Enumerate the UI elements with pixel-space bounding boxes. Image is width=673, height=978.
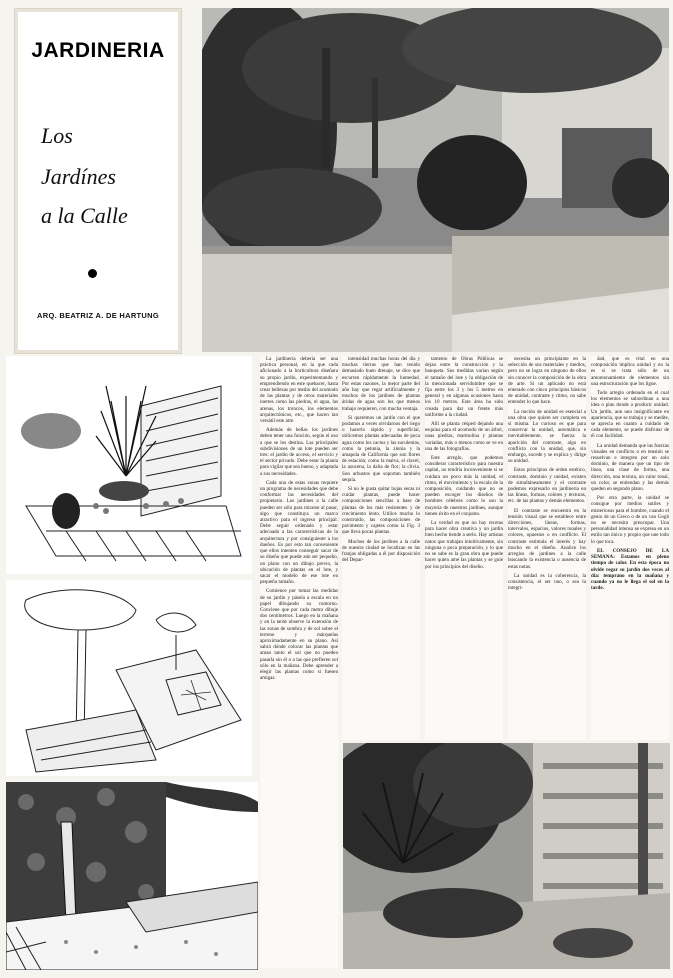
- column-5-paragraph-3: La unidad demanda que las fuerzas visuales en conflicto o en tensión se resuelvan e integren por un solo dominio, de manera que un tipo de línea, una clase de forma, una dirección, una textura, un valor tonal, un color, se entiendan y las demás queden en segundo plano.: [591, 442, 669, 493]
- column-4-paragraph-4: El contraste se encuentra en la tensión visual que se establece entre direcciones, líneas, formas, intervalos, espacios, valores tonales y colores, opuestos o en conflicto. El contraste estimula el interés y hay mucho en el diseño. Analice los arreglos de jardines a la calle buscando la existencia o ausencia de estas notas.: [508, 507, 586, 570]
- column-5-paragraph-1: dad, que es vital en una composición implica unidad y no la es si se trata sólo de un amontonamiento de elementos sin una estructuración que los ligue.: [591, 356, 669, 387]
- column-4-paragraph-1: necesita un principiante en la selección de sus materiales y medios, pero no se logra en ninguno de ellos sin conocer la composición de la obra de arte. Si un aplicado no está enterado con cinco principios básicos de unidad, contraste y ritmo, no sabe entender lo que hace.: [508, 356, 586, 406]
- headline-line-2: Jardínes: [41, 164, 116, 189]
- column-2-paragraph-3: Si no le gusta quitar hojas secas ni cuidar plantas, puede hacer composiciones sencillas a base de plantas de los más resistentes y de crecimiento lento. Utilice mucho lo construido, las composiciones de pavimento y cajetes como la Fig. 3 que lleva pocas plantas.: [342, 486, 420, 536]
- headline-line-3: a la Calle: [41, 203, 128, 228]
- column-2-paragraph-4: Muchos de los jardines a la calle de nuestra ciudad se localizan en las franjas obligadas a él por disposición del Depar-: [342, 538, 420, 564]
- column-4-paragraph-5: La unidad es la coherencia, la consistencia, el ser uno, o sea la integri-: [508, 572, 586, 592]
- garden-photo-top: [202, 8, 669, 352]
- article-column-5: [591, 356, 669, 740]
- column-2-paragraph-2: Si queremos un jardín con el que podamos a veces olvidarnos del riego o hacerlo rápido y superficial, utilicemos plantas adecuadas de poca agua como los cactus y las suculentas, como la petunia, la zinnia y la amapola de California que son flores de estación; como la malva, el clavel, la azucena, la dalia de flor; la clivia. Son arbustos que soportan también sequía.: [342, 414, 420, 483]
- column-3-paragraph-2: Allí se planta césped dejando una esquina para el acomodo de un árbol, unas piedras, marmolina y plantas variadas, más o menos como se ve en una de las fotografías.: [425, 421, 503, 452]
- article-column-1: [260, 356, 338, 968]
- column-3-paragraph-3: Este arreglo, que podemos considerar característico para nuestra capital, no tendría inconveniente si se cuidara un poco más la unidad, el ritmo, el movimiento y la escala de la composición, cuidando que no se pueden escoger los diseños de hombres célebres como lo son la mayoría de nuestros jardines, aunque tienen éxito en el conjunto.: [425, 455, 503, 517]
- garden-photo-bottom: [343, 743, 670, 969]
- column-2-paragraph-1: intensidad muchas horas del día y muchas tierras que han tenido demasiado buen drenaje, se dice que escurren rápidamente la humedad. Por estas razones, la mejor parte del año hay que regar artificialmente y muchos de los jardines de plantas áridas de agua son los que menos trabajo requieren, con mucha ventaja.: [342, 356, 420, 412]
- column-5-paragraph-4: Por otra parte, la unidad se consigue por medios sutiles y misteriosos para el hombre, cuando el genio de un Greco o de un van Gogh no se necesita preocupar. Una personalidad intensa se expresa en un estilo tan único y propio que une todo lo que toca.: [591, 495, 669, 545]
- column-3-paragraph-1: tamento de Obras Públicas se dejan entre la construcción y la banqueta. Sus medidas varían según el tamaño del lote y la obligación de la mencionada servidumbre que se fija entre los 3 y los 5 metros en general y en algunas ocasiones hasta los 10 metros. Este área ha sido creada para dar un frente más uniforme a la ciudad.: [425, 356, 503, 418]
- garden-sketch-3: [6, 782, 258, 970]
- column-4-paragraph-2: La noción de unidad es esencial a una obra que quiere ser completa en sí misma. Lo curioso es que para conservar la unidad, automática e inevitablemente, se fuerza la aparición del contraste, algo en conflicto con la unidad, que, sin embargo, sucede y se explica y dirige su unidad.: [508, 408, 586, 465]
- section-title: JARDINERIA: [31, 39, 165, 62]
- column-3-paragraph-4: La verdad es que no hay recetas para hacer obra creativa y un jardín bien hecho tiende a serlo. Hay artistas natos que trabajan intuitivamente, sin ninguna o poca preparación, y lo que no se sabe es la gran obra que puede hacer quien ame las plantas y se guíe por los principios del diseño.: [425, 520, 503, 570]
- column-4-paragraph-3: Estos principios de orden estético, contraste, dominio y unidad, existen de simultáneamente y el contraste podemos expresarlo en jardinería en las líneas, formas, colores y texturas, etc. de las plantas y demás elementos.: [508, 467, 586, 505]
- garden-sketch-2: [6, 580, 252, 776]
- article-column-2: [342, 356, 420, 740]
- author-byline: ARQ. BEATRIZ A. DE HARTUNG: [37, 311, 159, 320]
- column-1-paragraph-2: Además de bellas los jardines deben tener una función, según el uso a que se los destina. Las principales subdivisiones de un lote pueden ser tres: el jardín de acceso, el servicio y el sector privado. Debe estar la planta para vigilar que sea bueno, y adaptada a sus necesidades.: [260, 427, 338, 477]
- column-5-paragraph-2: Todo arreglo ordenado en el cual los elementos se subordinan a una idea o plan tiende a producir unidad. Un jardín, aun uno insignificante en apariencia, que se trabaja y se medite, se aprecia en cuanto a cuidado de cada elemento, se puede disfrutar de él con facilidad.: [591, 390, 669, 440]
- column-1-paragraph-4: Comience por tomar las medidas de su jardín y pásela a escala en un papel dibujando su contorno. Conviene que por cada metro dibuje dos centímetros. Luego en la mañana y en la tarde observe la extensión de las zonas de sombra y de sol sobre el terreno y márquelas aproximadamente en su plano. Así sabrá dónde colocar las plantas que aman tanto el sol que no pueden pasarla sin él o a las que prefieren sol sólo en la mañana. Debe aprender a elegir las plantas como si fuesen amigas.: [260, 588, 338, 682]
- article-column-3: [425, 356, 503, 740]
- title-box: [14, 8, 182, 354]
- bullet-dot: [88, 269, 97, 278]
- article-column-4: [508, 356, 586, 740]
- column-5-paragraph-5: EL CONSEJO DE LA SEMANA: Estamos en pleno tiempo de calor. En esta época no olvide regar su jardín dos veces al día: temprano en la mañana y cuando ya no le llega el sol en la tarde.: [591, 547, 669, 592]
- headline-line-1: Los: [41, 123, 73, 148]
- garden-sketch-1: [6, 356, 252, 574]
- column-1-paragraph-1: La jardinería debería ser una práctica personal, en la que cada aficionado a la horticultura diseñara su propio jardín, experimentando y emprendiendo en este quehacer, hasta crear bellezas por medio del acomodo de las plantas y de otros materiales inertes como las piedras, el agua, las arenas, los troncos, los elementos arquitectónicos, etc., que hacen tan versátil este arte.: [260, 356, 338, 425]
- column-1-paragraph-3: Cada una de estas zonas requiere un programa de necesidades que debe conformar las necesidades del propietario. Los jardines a la calle pueden ser sólo para mirarse al pasar, algo que constituya un marco atractivo para el ingreso principal. Debe seguir ordenado y estar adecuado a las características de la arquitectura y por consiguiente a los dueños. Es por esto tan conveniente que ellos intenten conseguir sacar de su diseño que puede aún ser pequeño, un plano con un dibujo previo, la ubicación de plantas en el lote, y sacar el modelo de ese lote en pequeño tamaño.: [260, 479, 338, 586]
